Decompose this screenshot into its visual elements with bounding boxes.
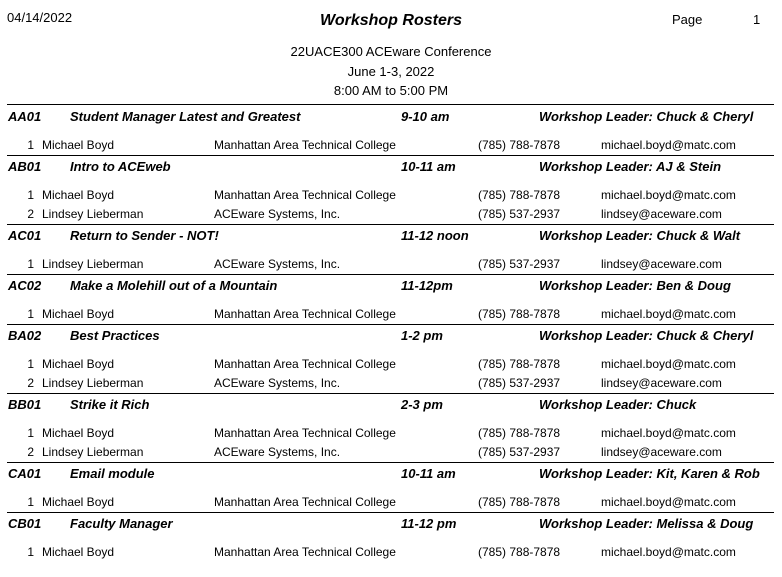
workshop-time: 11-12 pm [401,516,457,531]
attendee-email: lindsey@aceware.com [601,445,722,459]
attendee-phone: (785) 537-2937 [478,207,561,221]
attendee-organization: Manhattan Area Technical College [214,426,396,440]
attendee-email: michael.boyd@matc.com [601,495,736,509]
attendee-number: 2 [27,207,34,221]
workshop-time: 11-12 noon [401,228,469,243]
workshop-time: 11-12pm [401,278,453,293]
attendee-name: Lindsey Lieberman [42,207,144,221]
attendee-email: lindsey@aceware.com [601,376,722,390]
attendee-organization: Manhattan Area Technical College [214,545,396,559]
workshop-name: Intro to ACEweb [70,159,171,174]
page-number: 1 [753,12,761,27]
attendee-phone: (785) 788-7878 [478,357,561,371]
attendee-phone: (785) 537-2937 [478,376,561,390]
workshop-code: AB01 [8,159,42,174]
workshop-code: AA01 [8,109,42,124]
workshop-block [0,225,782,275]
attendee-row [0,136,782,155]
attendee-organization: Manhattan Area Technical College [214,495,396,509]
attendee-row [0,443,782,462]
workshop-name: Student Manager Latest and Greatest [70,109,301,124]
row-spacer [0,347,782,355]
attendee-number: 2 [27,445,34,459]
attendee-name: Michael Boyd [42,426,115,440]
attendee-email: michael.boyd@matc.com [601,426,736,440]
workshop-block [0,156,782,225]
workshop-time: 2-3 pm [401,397,443,412]
attendee-phone: (785) 537-2937 [478,445,561,459]
workshop-code: AC02 [8,278,42,293]
row-spacer [0,535,782,543]
attendee-email: michael.boyd@matc.com [601,138,736,152]
workshop-name: Faculty Manager [70,516,173,531]
workshop-leader: Workshop Leader: AJ & Stein [539,159,722,174]
attendee-name: Lindsey Lieberman [42,376,144,390]
attendee-row [0,186,782,205]
attendee-number: 1 [27,307,34,321]
workshop-leader: Workshop Leader: Chuck & Cheryl [539,328,754,343]
workshop-code: CA01 [8,466,42,481]
attendee-row [0,205,782,224]
workshop-header [0,463,782,485]
attendee-number: 1 [27,545,34,559]
workshop-leader: Workshop Leader: Chuck & Cheryl [539,109,754,124]
attendee-name: Lindsey Lieberman [42,257,144,271]
attendee-phone: (785) 788-7878 [478,138,561,152]
workshop-block [0,463,782,513]
attendee-email: lindsey@aceware.com [601,257,722,271]
workshop-code: CB01 [8,516,42,531]
row-spacer [0,485,782,493]
attendee-organization: Manhattan Area Technical College [214,357,396,371]
workshop-block [0,106,782,156]
attendee-email: michael.boyd@matc.com [601,188,736,202]
workshop-leader: Workshop Leader: Melissa & Doug [539,516,754,531]
attendee-organization: Manhattan Area Technical College [214,138,396,152]
attendee-row [0,493,782,512]
page-label: Page [672,12,703,27]
workshop-header [0,156,782,178]
workshop-code: BB01 [8,397,42,412]
attendee-email: michael.boyd@matc.com [601,545,736,559]
attendee-phone: (785) 537-2937 [478,257,561,271]
workshop-leader: Workshop Leader: Chuck [539,397,697,412]
attendee-row [0,355,782,374]
workshop-header [0,225,782,247]
attendee-organization: Manhattan Area Technical College [214,307,396,321]
attendee-organization: ACEware Systems, Inc. [214,207,341,221]
workshop-code: AC01 [8,228,42,243]
workshop-block [0,275,782,325]
attendee-email: lindsey@aceware.com [601,207,722,221]
attendee-name: Michael Boyd [42,545,115,559]
workshop-time: 1-2 pm [401,328,443,343]
conference-dates: June 1-3, 2022 [347,64,435,79]
workshop-leader: Workshop Leader: Kit, Karen & Rob [539,466,760,481]
conference-hours: 8:00 AM to 5:00 PM [333,83,449,98]
workshop-leader: Workshop Leader: Ben & Doug [539,278,731,293]
attendee-email: michael.boyd@matc.com [601,307,736,321]
row-spacer [0,297,782,305]
attendee-number: 1 [27,426,34,440]
attendee-row [0,374,782,393]
report-title: Workshop Rosters [320,12,462,29]
attendee-number: 1 [27,188,34,202]
header-divider [7,104,774,105]
workshop-name: Strike it Rich [70,397,150,412]
attendee-row [0,424,782,443]
attendee-row [0,543,782,562]
attendee-name: Michael Boyd [42,357,115,371]
workshop-roster-list [0,106,782,562]
attendee-number: 1 [27,357,34,371]
workshop-time: 10-11 am [401,466,456,481]
workshop-block [0,325,782,394]
workshop-name: Best Practices [70,328,160,343]
attendee-number: 1 [27,495,34,509]
workshop-block [0,394,782,463]
workshop-time: 9-10 am [401,109,450,124]
workshop-name: Return to Sender - NOT! [70,228,219,243]
attendee-number: 1 [27,138,34,152]
attendee-name: Michael Boyd [42,138,115,152]
attendee-organization: ACEware Systems, Inc. [214,445,341,459]
attendee-number: 2 [27,376,34,390]
attendee-organization: ACEware Systems, Inc. [214,376,341,390]
report-date: 04/14/2022 [7,10,73,25]
attendee-name: Lindsey Lieberman [42,445,144,459]
attendee-phone: (785) 788-7878 [478,188,561,202]
row-spacer [0,178,782,186]
attendee-row [0,255,782,274]
workshop-code: BA02 [8,328,42,343]
workshop-time: 10-11 am [401,159,456,174]
attendee-phone: (785) 788-7878 [478,426,561,440]
conference-name: 22UACE300 ACEware Conference [290,44,492,59]
workshop-block [0,513,782,562]
attendee-phone: (785) 788-7878 [478,307,561,321]
workshop-name: Email module [70,466,155,481]
attendee-name: Michael Boyd [42,495,115,509]
attendee-number: 1 [27,257,34,271]
row-spacer [0,416,782,424]
row-spacer [0,247,782,255]
workshop-name: Make a Molehill out of a Mountain [70,278,278,293]
attendee-phone: (785) 788-7878 [478,495,561,509]
attendee-email: michael.boyd@matc.com [601,357,736,371]
attendee-row [0,305,782,324]
workshop-header [0,106,782,128]
workshop-leader: Workshop Leader: Chuck & Walt [539,228,741,243]
attendee-organization: ACEware Systems, Inc. [214,257,341,271]
workshop-header [0,513,782,535]
attendee-name: Michael Boyd [42,307,115,321]
workshop-header [0,394,782,416]
attendee-phone: (785) 788-7878 [478,545,561,559]
attendee-name: Michael Boyd [42,188,115,202]
workshop-header [0,325,782,347]
workshop-header [0,275,782,297]
row-spacer [0,128,782,136]
attendee-organization: Manhattan Area Technical College [214,188,396,202]
